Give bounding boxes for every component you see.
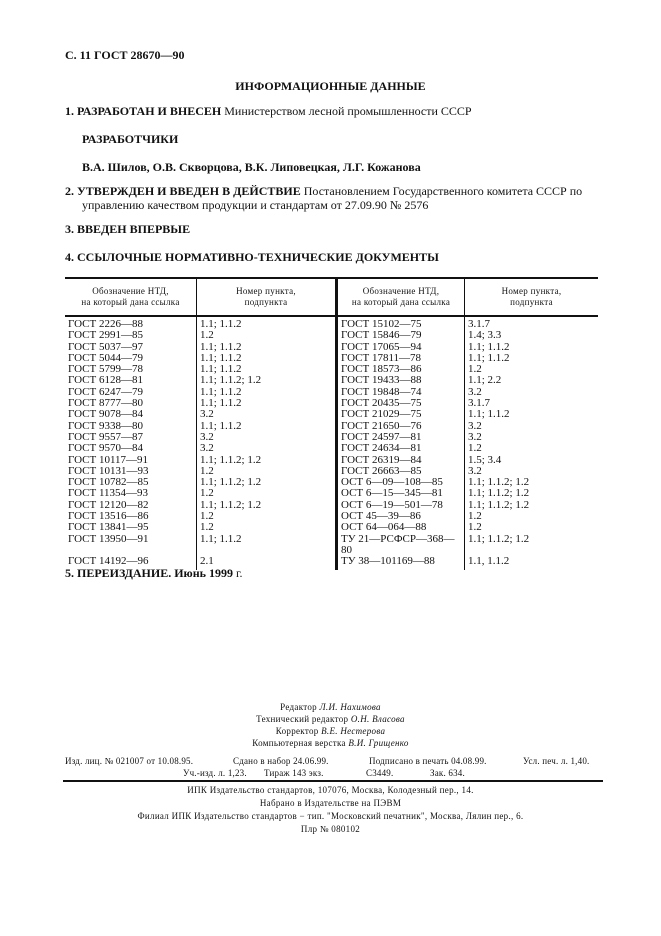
section-title: ИНФОРМАЦИОННЫЕ ДАННЫЕ [235,79,426,93]
clause-cell: 1.2 [465,522,599,533]
table-row [65,421,598,432]
document-cell: ГОСТ 18573—86 [337,364,465,375]
clause-cell: 3.2 [197,432,337,443]
document-cell: ОСТ 6—19—501—78 [337,500,465,511]
publisher-line: ИПК Издательство стандартов, 107076, Москва, Колодезный пер., 14. [187,785,474,795]
document-cell: ГОСТ 5044—79 [68,351,143,364]
credit-tech-editor [0,714,661,724]
section-2-label: 2. УТВЕРЖДЕН И ВВЕДЕН В ДЕЙСТВИЕ [65,184,301,198]
clause-cell: 1.2 [465,443,599,454]
clause-cell: 1.1; 1.1.2; 1.2 [197,375,337,386]
col-header: Номер пункта, подпункта [465,278,599,316]
clause-cell: 3.2 [197,409,337,420]
table-row [65,364,598,375]
clause-cell: 1.5; 3.4 [465,455,599,466]
section-1 [65,104,472,119]
table-row [65,387,598,398]
section-5-tail: г. [232,566,243,580]
clause-cell: 1.1; 1.1.2 [465,353,599,364]
section-2-text: Постановлением Государственного комитета СССР по [300,184,583,198]
clause-cell: 1.4; 3.3 [465,330,599,341]
document-cell: ГОСТ 19848—74 [337,387,465,398]
document-cell: ГОСТ 9338—80 [68,419,143,432]
clause-cell: 3.2 [465,466,599,477]
table-row [65,398,598,409]
clause-cell: 1.2 [465,511,599,522]
credit-role: Технический редактор [256,714,351,724]
publisher-line: Филиал ИПК Издательство стандартов − тип. "Московский печатник", Москва, Лялин пер., 6. [137,811,524,821]
clause-cell: 1.1; 1.1.2; 1.2 [197,500,337,511]
table-row [65,522,598,533]
document-cell: ГОСТ 2226—88 [68,318,143,330]
page-header: С. 11 ГОСТ 28670—90 [65,48,185,62]
developers: В.А. Шилов, О.В. Скворцова, В.К. Липовецкая, Л.Г. Кожанова [82,160,421,174]
document-cell: ОСТ 6—15—345—81 [337,488,465,499]
clause-cell: 1.2 [197,522,337,533]
document-cell: ГОСТ 19433—88 [337,375,465,386]
document-cell: ГОСТ 11354—93 [68,487,149,500]
document-cell: ГОСТ 5037—97 [68,340,143,353]
table-row [65,342,598,353]
document-cell: ГОСТ 6247—79 [68,385,143,398]
section-5-label: 5. ПЕРЕИЗДАНИЕ. Июнь 1999 [65,566,233,580]
section-2 [65,184,582,199]
imprint-license: Изд. лиц. № 021007 от 10.08.95. [65,756,194,766]
document-cell: ОСТ 6—09—108—85 [337,477,465,488]
clause-cell: 1.2 [197,330,337,341]
imprint-typeset: Сдано в набор 24.06.99. [233,756,329,766]
clause-cell: 1.2 [197,466,337,477]
document-cell: ГОСТ 14192—96 [68,555,149,568]
document-cell: ГОСТ 9570—84 [68,442,143,455]
credit-name: О.Н. Власова [350,714,405,724]
divider [63,780,603,782]
col-header: Обозначение НТД, на который дана ссылка [65,278,197,316]
clause-cell: 3.2 [197,443,337,454]
clause-cell: 1.1; 1.1.2 [197,342,337,353]
clause-cell: 1.1; 1.1.2 [465,409,599,420]
document-cell: ГОСТ 10131—93 [68,464,149,477]
document-cell: ГОСТ 17065—94 [337,342,465,353]
document-cell: ГОСТ 2991—85 [68,329,143,342]
table-row [65,534,598,557]
imprint-copies: Тираж 143 экз. [264,768,324,778]
clause-cell: 1.1; 1.1.2; 1.2 [465,488,599,499]
publisher-line: Набрано в Издательстве на ПЭВМ [259,798,402,808]
col-header: Обозначение НТД, на который дана ссылка [337,278,465,316]
document-cell: ГОСТ 21650—76 [337,421,465,432]
clause-cell: 1.1; 1.1.2 [197,398,337,409]
table-row [65,330,598,341]
imprint-signed: Подписано в печать 04.08.99. [369,756,487,766]
table-row [65,353,598,364]
clause-cell: 3.1.7 [465,316,599,330]
clause-cell: 1.1; 1.1.2 [197,421,337,432]
section-1-label: 1. РАЗРАБОТАН И ВНЕСЕН [65,104,222,118]
clause-cell: 1.1; 1.1.2 [197,316,337,330]
document-cell: ГОСТ 9078—84 [68,408,143,421]
document-cell: ТУ 21—РСФСР—368—80 [337,534,465,557]
col-header: Номер пункта, подпункта [197,278,337,316]
document-cell: ТУ 38—101169—88 [337,556,465,569]
credit-role: Корректор [275,726,322,736]
clause-cell: 1.1, 1.1.2 [465,556,599,569]
section-4: 4. ССЫЛОЧНЫЕ НОРМАТИВНО-ТЕХНИЧЕСКИЕ ДОКУМЕНТЫ [65,250,439,264]
document-cell: ГОСТ 10117—91 [68,453,149,466]
clause-cell: 3.2 [465,421,599,432]
clause-cell: 1.1; 1.1.2 [197,387,337,398]
document-cell: ГОСТ 26663—85 [337,466,465,477]
document-cell: ГОСТ 26319—84 [337,455,465,466]
document-cell: ОСТ 64—064—88 [337,522,465,533]
document-cell: ГОСТ 24597—81 [337,432,465,443]
document-cell: ГОСТ 13841—95 [68,521,149,534]
clause-cell: 1.1; 1.1.2; 1.2 [465,500,599,511]
clause-cell: 1.1; 1.1.2; 1.2 [197,455,337,466]
developers-label: РАЗРАБОТЧИКИ [82,132,179,146]
table-row [65,409,598,420]
document-cell: ГОСТ 24634—81 [337,443,465,454]
document-cell: ГОСТ 13516—86 [68,510,149,523]
table-row [65,375,598,386]
imprint-edition-sheets: Уч.-изд. л. 1,23. [183,768,247,778]
clause-cell: 1.1; 1.1.2; 1.2 [465,534,599,557]
credit-editor [0,702,661,712]
credit-layout [0,738,661,748]
document-cell: ГОСТ 9557—87 [68,430,143,443]
references-table [65,277,598,570]
clause-cell: 3.2 [465,387,599,398]
clause-cell: 1.1; 1.1.2; 1.2 [197,477,337,488]
document-cell: ГОСТ 13950—91 [68,532,149,545]
clause-cell: 1.1; 1.1.2; 1.2 [465,477,599,488]
clause-cell: 1.1; 2.2 [465,375,599,386]
document-cell: ГОСТ 21029—75 [337,409,465,420]
section-5 [65,566,243,581]
document-cell: ГОСТ 12120—82 [68,498,149,511]
document-cell: ГОСТ 10782—85 [68,476,149,489]
document-cell: ГОСТ 6128—81 [68,374,143,387]
document-cell: ГОСТ 15846—79 [337,330,465,341]
document-cell: ОСТ 45—39—86 [337,511,465,522]
credit-corrector [0,726,661,736]
clause-cell: 1.1; 1.1.2 [197,534,337,557]
document-cell: ГОСТ 5799—78 [68,363,143,376]
section-2-line2: управлению качеством продукции и стандартам от 27.09.90 № 2576 [82,198,429,212]
credit-role: Компьютерная верстка [252,738,349,748]
section-1-text: Министерством лесной промышленности СССР [221,104,472,118]
document-cell: ГОСТ 15102—75 [337,316,465,330]
imprint-code: С3449. [366,768,394,778]
clause-cell: 1.2 [197,488,337,499]
credit-name: Л.И. Нахимова [319,702,381,712]
clause-cell: 1.2 [465,364,599,375]
credit-name: В.И. Грищенко [348,738,409,748]
document-cell: ГОСТ 8777—80 [68,397,143,410]
document-cell: ГОСТ 20435—75 [337,398,465,409]
table-row [65,316,598,330]
clause-cell: 1.1; 1.1.2 [197,364,337,375]
document-cell: ГОСТ 17811—78 [337,353,465,364]
clause-cell: 1.1; 1.1.2 [197,353,337,364]
imprint-sheets: Усл. печ. л. 1,40. [523,756,590,766]
clause-cell: 3.1.7 [465,398,599,409]
clause-cell: 1.1; 1.1.2 [465,342,599,353]
credit-name: В.Е. Нестерова [321,726,386,736]
clause-cell: 1.2 [197,511,337,522]
imprint-order: Зак. 634. [430,768,465,778]
section-3: 3. ВВЕДЕН ВПЕРВЫЕ [65,222,191,236]
table-row [65,443,598,454]
table-row [65,432,598,443]
clause-cell: 2.1 [197,556,337,569]
publisher-line: Плр № 080102 [300,824,361,834]
clause-cell: 3.2 [465,432,599,443]
credit-role: Редактор [280,702,320,712]
